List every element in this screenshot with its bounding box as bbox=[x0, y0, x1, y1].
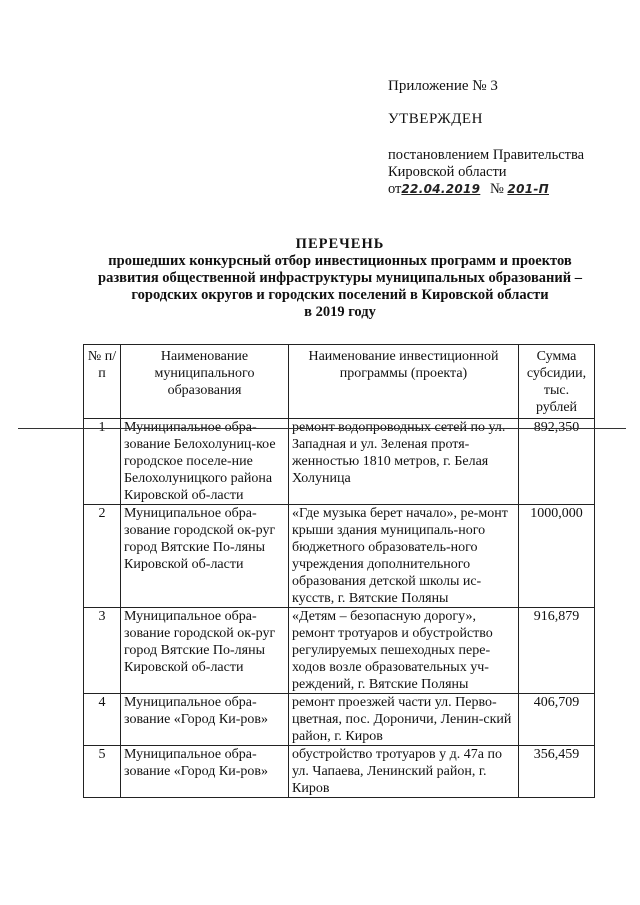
header-num: № п/п bbox=[84, 345, 121, 419]
row-municipality: Муниципальное обра-зование городской ок-руг город Вятские По-ляны Кировской об-ласти bbox=[121, 505, 289, 608]
title-line-3: развития общественной инфраструктуры муниципальных образований – bbox=[98, 270, 582, 286]
row-num: 3 bbox=[84, 608, 121, 694]
row-municipality: Муниципальное обра-зование Белохолуниц-кое городское поселе-ние Белохолуницкого района Кировской об-ласти bbox=[121, 419, 289, 505]
row-num: 2 bbox=[84, 505, 121, 608]
row-municipality: Муниципальное обра-зование городской ок-руг город Вятские По-ляны Кировской об-ласти bbox=[121, 608, 289, 694]
row-program: ремонт проезжей части ул. Перво-цветная, пос. Дороничи, Ленин-ский район, г. Киров bbox=[289, 694, 519, 746]
row-sum: 356,459 bbox=[519, 746, 595, 798]
scan-artifact-line bbox=[18, 428, 626, 429]
title-line-2: прошедших конкурсный отбор инвестиционных программ и проектов bbox=[108, 253, 572, 269]
row-num: 5 bbox=[84, 746, 121, 798]
decree-date-line bbox=[388, 181, 628, 198]
row-sum: 916,879 bbox=[519, 608, 595, 694]
row-municipality: Муниципальное обра-зование «Город Ки-ров» bbox=[121, 694, 289, 746]
header-program: Наименование инвестиционной программы (проекта) bbox=[289, 345, 519, 419]
approved-label: УТВЕРЖДЕН bbox=[388, 111, 483, 127]
table-row bbox=[84, 746, 595, 798]
table-row bbox=[84, 505, 595, 608]
row-municipality: Муниципальное обра-зование «Город Ки-ров» bbox=[121, 746, 289, 798]
row-num: 4 bbox=[84, 694, 121, 746]
decree-date: 22.04.2019 bbox=[401, 182, 481, 196]
row-sum: 1000,000 bbox=[519, 505, 595, 608]
title-line-5: в 2019 году bbox=[304, 304, 376, 320]
row-sum: 892,350 bbox=[519, 419, 595, 505]
decree-number: 201-П bbox=[507, 182, 549, 196]
table-header-row bbox=[84, 345, 595, 419]
row-program: ремонт водопроводных сетей по ул. Западная и ул. Зеленая протя-женностью 1810 метров, г. Белая Холуница bbox=[289, 419, 519, 505]
date-prefix: от bbox=[388, 181, 402, 197]
header-municipality: Наименование муниципального образования bbox=[121, 345, 289, 419]
appendix-label: Приложение № 3 bbox=[388, 78, 498, 94]
title-line-1: ПЕРЕЧЕНЬ bbox=[295, 236, 385, 252]
row-program: «Где музыка берет начало», ре-монт крыши здания муниципаль-ного бюджетного образователь-ного учреждения дополнительного образования детской школы ис-кусств, г. Вятские Поляны bbox=[289, 505, 519, 608]
number-prefix: № bbox=[489, 181, 504, 197]
table-row bbox=[84, 608, 595, 694]
title-line-4: городских округов и городских поселений в Кировской области bbox=[131, 287, 549, 303]
header-sum: Сумма субсидии, тыс. рублей bbox=[519, 345, 595, 419]
row-program: «Детям – безопасную дорогу», ремонт тротуаров и обустройство регулируемых пешеходных пере-ходов возле образовательных уч-реждений, г. Вятские Поляны bbox=[289, 608, 519, 694]
decree-line-2: Кировской области bbox=[388, 164, 507, 180]
row-program: обустройство тротуаров у д. 47а по ул. Чапаева, Ленинский район, г. Киров bbox=[289, 746, 519, 798]
row-num: 1 bbox=[84, 419, 121, 505]
projects-table bbox=[83, 344, 595, 798]
row-sum: 406,709 bbox=[519, 694, 595, 746]
table-row bbox=[84, 419, 595, 505]
document-title bbox=[80, 236, 600, 321]
decree-line-1: постановлением Правительства bbox=[388, 147, 585, 163]
decree-block bbox=[388, 147, 628, 198]
table-row bbox=[84, 694, 595, 746]
